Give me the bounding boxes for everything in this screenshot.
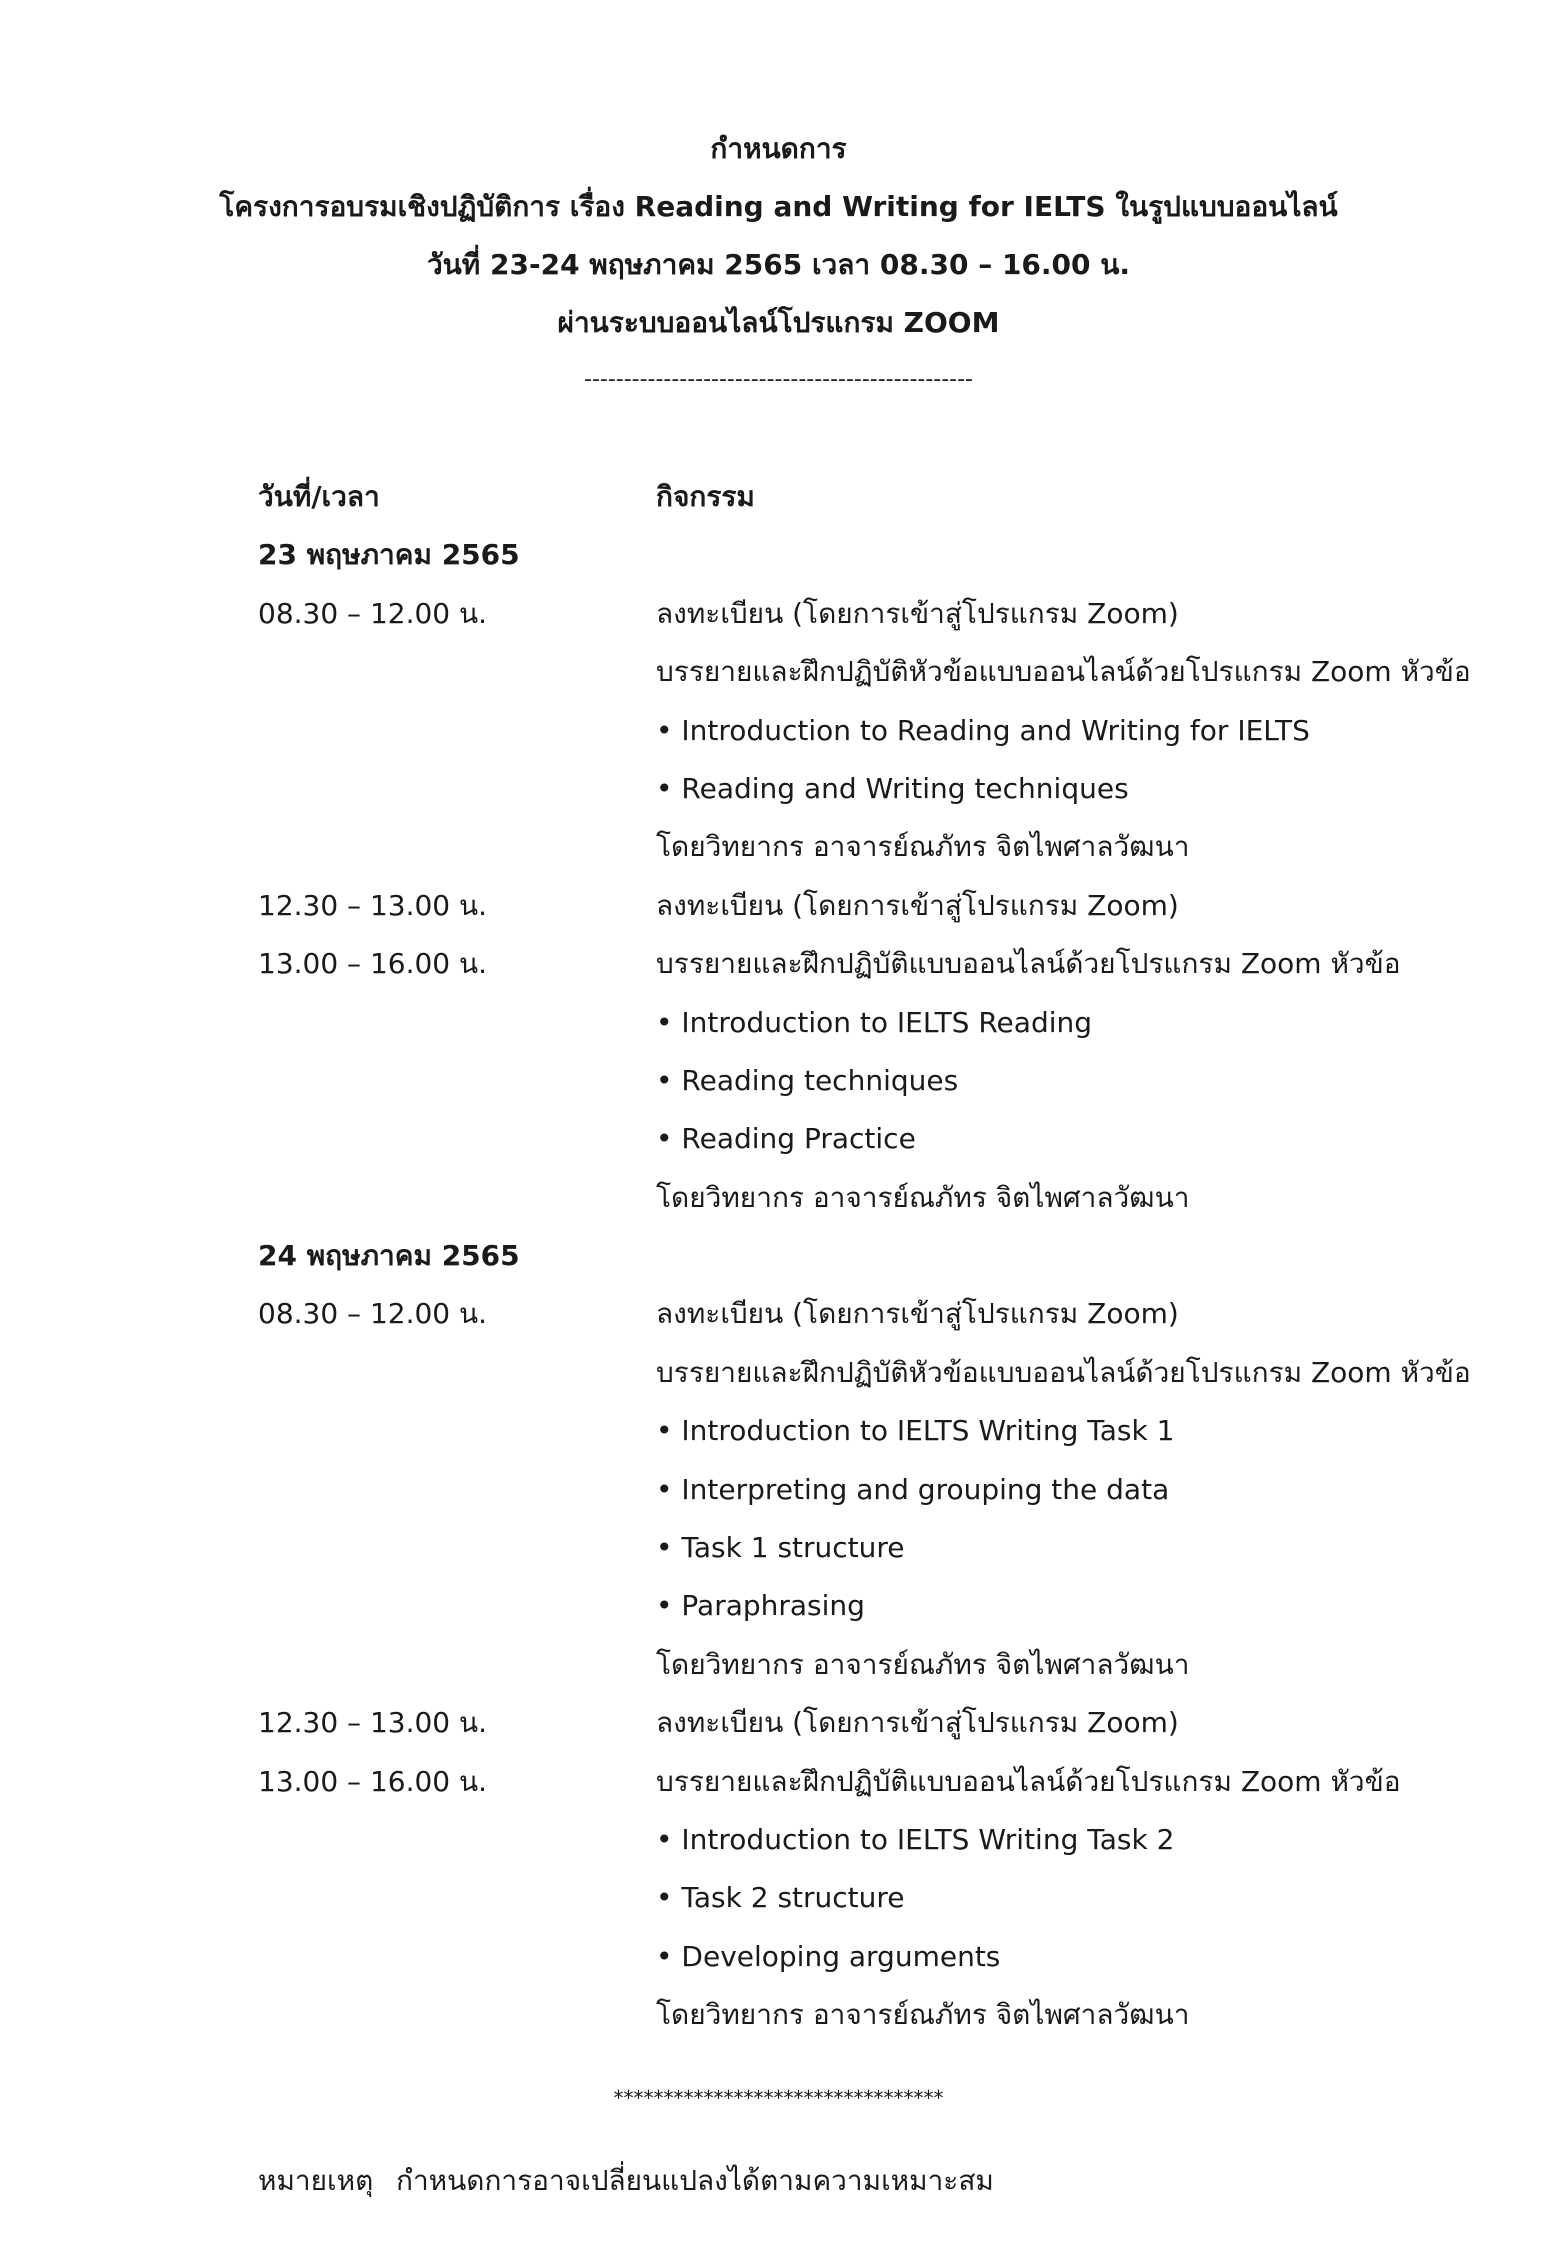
column-header-activity: กิจกรรม — [656, 480, 755, 513]
row-activity: บรรยายและฝึกปฏิบัติแบบออนไลน์ด้วยโปรแกรม Zoom หัวข้อ — [656, 947, 1401, 981]
schedule-row — [258, 1928, 1508, 1986]
row-activity: • Interpreting and grouping the data — [656, 1472, 1170, 1506]
schedule-row — [258, 585, 1508, 643]
schedule-title: กำหนดการ — [710, 132, 847, 165]
row-activity: โดยวิทยากร อาจารย์ณภัทร จิตไพศาลวัฒนา — [656, 1647, 1190, 1681]
event-platform: ผ่านระบบออนไลน์โปรแกรม ZOOM — [557, 306, 1000, 339]
row-activity: • Task 2 structure — [656, 1881, 905, 1915]
schedule-table — [258, 468, 1508, 2045]
schedule-row — [258, 1753, 1508, 1811]
row-activity: ลงทะเบียน (โดยการเข้าสู่โปรแกรม Zoom) — [656, 888, 1179, 922]
row-activity: • Paraphrasing — [656, 1589, 865, 1623]
event-date-time: วันที่ 23-24 พฤษภาคม 2565 เวลา 08.30 – 16.00 น. — [426, 248, 1131, 281]
schedule-row — [258, 702, 1508, 760]
row-activity: • Reading and Writing techniques — [656, 771, 1129, 805]
row-activity: บรรยายและฝึกปฏิบัติหัวข้อแบบออนไลน์ด้วยโปรแกรม Zoom หัวข้อ — [656, 1355, 1471, 1389]
footer-divider: ********************************* — [613, 2086, 944, 2110]
note-label: หมายเหตุ — [258, 2164, 374, 2197]
day-heading — [258, 1227, 1508, 1285]
row-time: 13.00 – 16.00 น. — [258, 1764, 488, 1798]
day-date: 24 พฤษภาคม 2565 — [258, 1239, 520, 1273]
schedule-row — [258, 1519, 1508, 1577]
day-1-rows — [258, 585, 1508, 1227]
schedule-row — [258, 1461, 1508, 1519]
row-time: 08.30 – 12.00 น. — [258, 1297, 488, 1331]
schedule-row — [258, 818, 1508, 876]
schedule-row — [258, 1577, 1508, 1635]
day-date: 23 พฤษภาคม 2565 — [258, 538, 520, 572]
row-activity: โดยวิทยากร อาจารย์ณภัทร จิตไพศาลวัฒนา — [656, 830, 1190, 864]
row-activity: • Task 1 structure — [656, 1531, 905, 1565]
document-header — [0, 120, 1557, 398]
schedule-row — [258, 1636, 1508, 1694]
schedule-column-headers — [258, 468, 1508, 526]
row-activity: • Introduction to IELTS Writing Task 1 — [656, 1414, 1175, 1448]
schedule-row — [258, 1402, 1508, 1460]
footer-note — [258, 2152, 994, 2210]
row-activity: • Developing arguments — [656, 1939, 1001, 1973]
schedule-row — [258, 1344, 1508, 1402]
schedule-row — [258, 1052, 1508, 1110]
row-activity: โดยวิทยากร อาจารย์ณภัทร จิตไพศาลวัฒนา — [656, 1998, 1190, 2032]
schedule-row — [258, 1285, 1508, 1343]
row-activity: • Introduction to IELTS Reading — [656, 1005, 1093, 1039]
day-heading — [258, 526, 1508, 584]
row-activity: • Reading techniques — [656, 1063, 959, 1097]
row-time: 12.30 – 13.00 น. — [258, 888, 488, 922]
schedule-row — [258, 1869, 1508, 1927]
schedule-row — [258, 994, 1508, 1052]
row-activity: • Introduction to IELTS Writing Task 2 — [656, 1822, 1175, 1856]
schedule-row — [258, 935, 1508, 993]
row-activity: ลงทะเบียน (โดยการเข้าสู่โปรแกรม Zoom) — [656, 1706, 1179, 1740]
row-activity: ลงทะเบียน (โดยการเข้าสู่โปรแกรม Zoom) — [656, 596, 1179, 630]
row-time: 08.30 – 12.00 น. — [258, 596, 488, 630]
schedule-row — [258, 643, 1508, 701]
day-2-rows — [258, 1285, 1508, 2044]
row-activity: • Introduction to Reading and Writing for IELTS — [656, 713, 1310, 747]
row-activity: โดยวิทยากร อาจารย์ณภัทร จิตไพศาลวัฒนา — [656, 1180, 1190, 1214]
row-activity: บรรยายและฝึกปฏิบัติแบบออนไลน์ด้วยโปรแกรม Zoom หัวข้อ — [656, 1764, 1401, 1798]
schedule-row — [258, 1169, 1508, 1227]
header-divider: ------------------------------------------------- — [584, 367, 973, 392]
schedule-row — [258, 1694, 1508, 1752]
row-activity: • Reading Practice — [656, 1122, 916, 1156]
project-title: โครงการอบรมเชิงปฏิบัติการ เรื่อง Reading and Writing for IELTS ในรูปแบบออนไลน์ — [219, 190, 1338, 223]
row-activity: ลงทะเบียน (โดยการเข้าสู่โปรแกรม Zoom) — [656, 1297, 1179, 1331]
schedule-row — [258, 1110, 1508, 1168]
row-time: 13.00 – 16.00 น. — [258, 947, 488, 981]
schedule-row — [258, 1986, 1508, 2044]
schedule-row — [258, 760, 1508, 818]
row-activity: บรรยายและฝึกปฏิบัติหัวข้อแบบออนไลน์ด้วยโปรแกรม Zoom หัวข้อ — [656, 655, 1471, 689]
column-header-time: วันที่/เวลา — [258, 480, 380, 513]
schedule-row — [258, 877, 1508, 935]
schedule-row — [258, 1811, 1508, 1869]
note-text: กำหนดการอาจเปลี่ยนแปลงได้ตามความเหมาะสม — [396, 2164, 994, 2197]
row-time: 12.30 – 13.00 น. — [258, 1706, 488, 1740]
